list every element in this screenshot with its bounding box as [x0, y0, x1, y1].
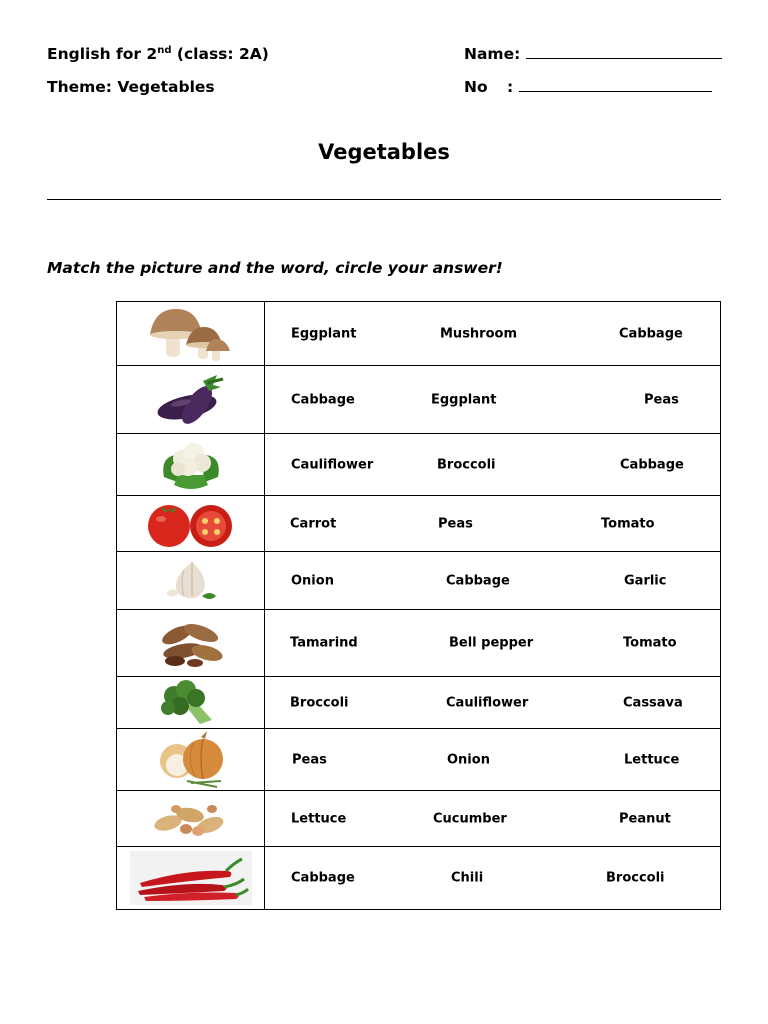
answer-option[interactable]: Broccoli: [290, 695, 349, 710]
subject-suffix: (class: 2A): [171, 45, 269, 64]
eggplant-icon: [151, 369, 231, 431]
answer-option[interactable]: Bell pepper: [449, 635, 534, 651]
answer-option[interactable]: Cabbage: [620, 457, 684, 472]
table-row: [117, 729, 721, 791]
answer-option[interactable]: Cauliflower: [291, 457, 374, 472]
answer-option[interactable]: Onion: [447, 752, 490, 767]
options-cell: [265, 610, 721, 677]
picture-cell: [117, 434, 265, 496]
answer-option[interactable]: Peas: [438, 516, 473, 531]
subject-sup: nd: [157, 45, 172, 56]
options-cell: [265, 791, 721, 847]
name-line: [464, 45, 722, 63]
answer-option[interactable]: Cabbage: [446, 573, 510, 588]
table-row: [117, 366, 721, 434]
picture-cell: [117, 302, 265, 366]
number-label: No: [464, 78, 488, 96]
title-divider: [47, 199, 721, 200]
options-cell: [265, 552, 721, 610]
table-row: [117, 302, 721, 366]
answer-option[interactable]: Eggplant: [291, 326, 357, 341]
answer-option[interactable]: Peas: [292, 752, 327, 767]
options-cell: [265, 434, 721, 496]
answer-option[interactable]: Lettuce: [291, 811, 347, 826]
number-line: [464, 78, 712, 96]
answer-option[interactable]: Chili: [451, 870, 484, 886]
answer-option[interactable]: Cabbage: [291, 870, 355, 886]
answer-option[interactable]: Carrot: [290, 516, 337, 531]
matching-table: [116, 301, 721, 910]
picture-cell: [117, 847, 265, 910]
answer-option[interactable]: Tomato: [623, 635, 677, 651]
answer-option[interactable]: Broccoli: [606, 870, 665, 886]
number-field[interactable]: [519, 90, 712, 92]
answer-option[interactable]: Tamarind: [290, 635, 358, 651]
picture-cell: [117, 729, 265, 791]
answer-option[interactable]: Broccoli: [437, 457, 496, 472]
table-row: [117, 434, 721, 496]
answer-option[interactable]: Cabbage: [291, 392, 355, 407]
answer-option[interactable]: Onion: [291, 573, 334, 588]
table-row: [117, 791, 721, 847]
garlic-icon: [158, 556, 224, 606]
answer-option[interactable]: Garlic: [624, 573, 667, 588]
options-cell: [265, 729, 721, 791]
theme-line: Theme: Vegetables: [47, 78, 215, 96]
table-row: [117, 610, 721, 677]
options-cell: [265, 366, 721, 434]
table-row: [117, 677, 721, 729]
peanut-icon: [150, 797, 232, 841]
page-title: Vegetables: [318, 140, 450, 164]
picture-cell: [117, 610, 265, 677]
picture-cell: [117, 366, 265, 434]
tomato-icon: [145, 499, 237, 549]
name-field[interactable]: [526, 57, 722, 59]
subject-line: [47, 45, 269, 63]
tamarind-icon: [153, 615, 229, 671]
answer-option[interactable]: Peanut: [619, 811, 671, 826]
options-cell: [265, 677, 721, 729]
chili-icon: [126, 849, 256, 907]
answer-option[interactable]: Mushroom: [440, 326, 518, 341]
broccoli-icon: [156, 678, 226, 728]
number-colon: :: [507, 78, 514, 96]
answer-option[interactable]: Eggplant: [431, 392, 497, 407]
answer-option[interactable]: Tomato: [601, 516, 655, 531]
subject-prefix: English for 2: [47, 45, 158, 64]
picture-cell: [117, 552, 265, 610]
name-label: Name:: [464, 45, 521, 63]
options-cell: [265, 302, 721, 366]
picture-cell: [117, 496, 265, 552]
cauliflower-icon: [156, 437, 226, 493]
answer-option[interactable]: Peas: [644, 392, 679, 407]
instruction: Match the picture and the word, circle your answer!: [47, 259, 503, 277]
answer-option[interactable]: Cassava: [623, 695, 683, 710]
mushroom-icon: [146, 303, 236, 365]
onion-icon: [151, 731, 231, 789]
answer-option[interactable]: Cucumber: [433, 811, 507, 826]
picture-cell: [117, 791, 265, 847]
answer-option[interactable]: Lettuce: [624, 752, 680, 767]
answer-option[interactable]: Cabbage: [619, 326, 683, 341]
picture-cell: [117, 677, 265, 729]
table-row: [117, 496, 721, 552]
options-cell: [265, 496, 721, 552]
answer-option[interactable]: Cauliflower: [446, 695, 529, 710]
table-row: [117, 552, 721, 610]
options-cell: [265, 847, 721, 910]
table-row: [117, 847, 721, 910]
